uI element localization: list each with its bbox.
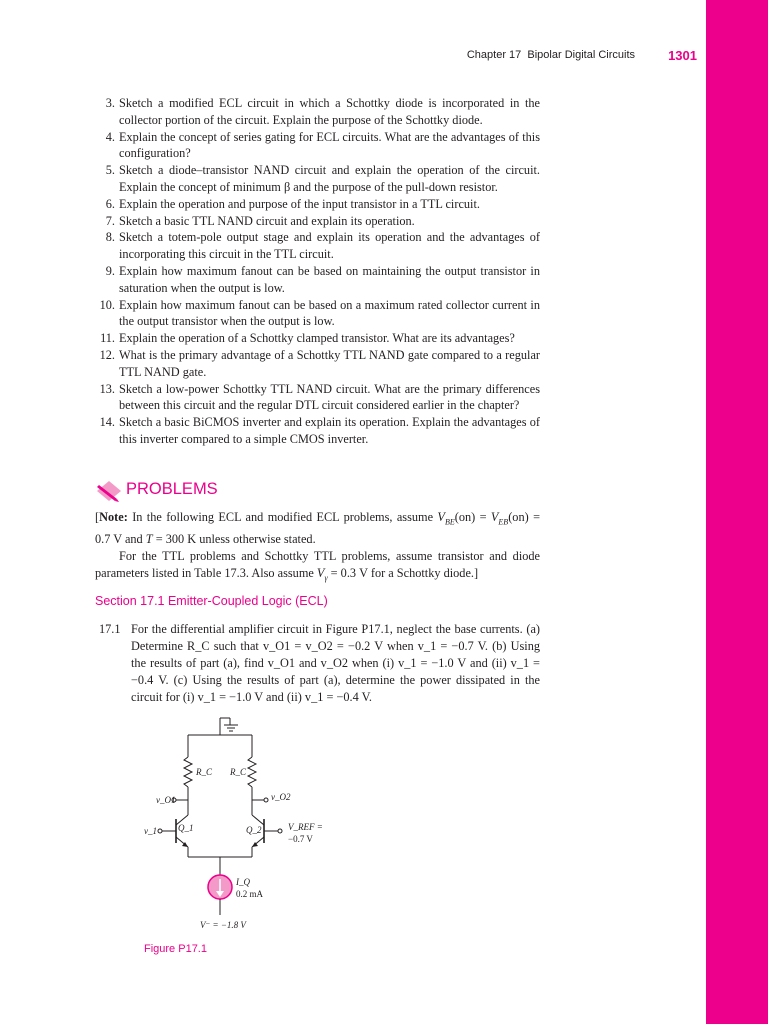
- chapter-label: Chapter 17: [466, 49, 522, 61]
- question-text: Sketch a diode–transistor NAND circuit and explain the operation of the circuit. Explain the concept of minimum β and the purpose of the pull-down resistor.: [119, 163, 540, 194]
- chapter-title: Bipolar Digital Circuits: [527, 49, 635, 61]
- note-paragraph-2: [95, 548, 540, 587]
- q2-label: Q_2: [246, 825, 262, 835]
- question-number: 11.: [100, 331, 115, 346]
- question-number: 13.: [99, 381, 115, 396]
- review-questions-list: [95, 95, 540, 448]
- page-number: 1301: [668, 48, 697, 63]
- question-number: 7.: [105, 213, 115, 228]
- question-number: 12.: [99, 347, 115, 362]
- resistor-rc-right: [248, 735, 256, 815]
- note-text: = 300 K unless otherwise stated.: [152, 532, 316, 547]
- note-text: (on) = 0.7 V and: [95, 510, 541, 547]
- temperature-symbol: T: [145, 532, 153, 547]
- note-paragraph-1: [Note: In the following ECL and modified ECL problems, assume $V_{BE}(on) = V_{EB}(on) = 0.7$ V and T = 300 K unless otherwise stated.: [95, 510, 541, 547]
- question-number: 6.: [105, 196, 115, 211]
- question-text: Sketch a low-power Schottky TTL NAND circuit. What are the primary differences between this circuit and the regular DTL circuit considered earlier in the chapter?: [119, 381, 540, 413]
- vo1-label: v_O1: [156, 795, 176, 805]
- running-title: [467, 49, 635, 61]
- q1-label: Q_1: [178, 823, 194, 833]
- resistor-rc-left: [184, 735, 192, 815]
- veb-subscript: EB: [498, 517, 509, 527]
- question-text: Explain how maximum fanout can be based on a maximum rated collector current in the output transistor when the output is low.: [119, 297, 540, 329]
- question-text: Explain the concept of series gating for ECL circuits. What are the advantages of this configuration?: [119, 129, 540, 161]
- note-text: For the TTL problems and Schottky TTL problems, assume transistor and diode parameters listed in Table 17.3. Also assume: [95, 549, 540, 580]
- circuit-figure-p17-1: [140, 715, 340, 940]
- v1-label: v_1: [144, 826, 157, 836]
- figure-caption: Figure P17.1: [144, 943, 207, 955]
- problem-number: 17.1: [99, 622, 121, 636]
- problems-title: PROBLEMS: [126, 480, 218, 498]
- iq-label: I_Q: [236, 877, 250, 887]
- vbe-subscript: BE: [444, 517, 455, 527]
- question-number: 8.: [105, 230, 115, 245]
- vo2-label: v_O2: [271, 792, 291, 802]
- vminus-label: V⁻ = −1.8 V: [200, 920, 246, 930]
- ground-symbol: [220, 718, 238, 731]
- question-number: 14.: [99, 415, 115, 430]
- note-text: = 0.3 V for a Schottky diode.]: [327, 565, 479, 580]
- problem-text: For the differential amplifier circuit in Figure P17.1, neglect the base currents. (a) Determine R_C such that v_O1 = v_O2 = −0.2 V when v_1 = −0.7 V. (b) Using the results of part (a), find v_O1 and v_O2 when (i) v_1 = −1.0 V and (ii) v_1 = −0.4 V. (c) Using the results of part (a), determine the power dissipated in the circuit for (i) v_1 = −1.0 V and (ii) v_1 = −0.4 V.: [131, 622, 540, 704]
- note-text: (on) =: [454, 510, 491, 524]
- note-text: In the following ECL and modified ECL problems, assume: [132, 510, 438, 524]
- review-question: [95, 347, 540, 381]
- question-text: Sketch a modified ECL circuit in which a Schottky diode is incorporated in the collector portion of the circuit. Explain the purpose of the Schottky diode.: [119, 96, 540, 127]
- veb-symbol: V: [490, 510, 499, 524]
- question-number: 9.: [105, 263, 115, 278]
- question-text: Explain the operation of a Schottky clamped transistor. What are its advantages?: [119, 331, 515, 346]
- review-question: [95, 263, 540, 297]
- current-source-iq: [208, 875, 232, 899]
- review-question: [95, 229, 540, 263]
- question-text: Sketch a totem-pole output stage and explain its operation and the advantages of incorporating this circuit in the TTL circuit.: [119, 230, 540, 262]
- problem-17-1: [95, 621, 540, 706]
- review-question: [95, 95, 540, 129]
- question-text: Explain how maximum fanout can be based on maintaining the output transistor in saturation when the output is low.: [119, 263, 540, 295]
- review-question: [95, 414, 540, 448]
- page-edge-color-bar: [706, 0, 768, 1024]
- vbe-symbol: V: [437, 510, 445, 524]
- note-label: Note:: [99, 510, 128, 524]
- problems-pencil-icon: [95, 479, 123, 503]
- problems-note: [95, 509, 540, 587]
- question-text: Sketch a basic TTL NAND circuit and explain its operation.: [119, 213, 415, 228]
- review-question: [95, 162, 540, 196]
- review-question: [95, 330, 540, 347]
- vgamma-symbol: V: [316, 565, 325, 580]
- question-text: Explain the operation and purpose of the input transistor in a TTL circuit.: [119, 196, 480, 211]
- question-text: Sketch a basic BiCMOS inverter and explain its operation. Explain the advantages of this inverter compared to a simple CMOS inverter.: [119, 415, 540, 446]
- rc-left-label: R_C: [196, 767, 213, 777]
- question-number: 10.: [99, 297, 115, 312]
- question-text: What is the primary advantage of a Schottky TTL NAND gate compared to a regular TTL NAND gate.: [119, 347, 540, 379]
- review-question: [95, 196, 540, 213]
- vref-value: −0.7 V: [288, 834, 313, 844]
- review-question: [95, 213, 540, 230]
- review-question: [95, 381, 540, 415]
- review-question: [95, 129, 540, 163]
- review-question: [95, 297, 540, 331]
- vref-label: V_REF =: [288, 822, 323, 832]
- question-number: 3.: [105, 96, 115, 110]
- section-heading: Section 17.1 Emitter-Coupled Logic (ECL): [95, 594, 328, 608]
- running-head: [0, 48, 697, 66]
- question-number: 5.: [105, 163, 115, 178]
- vgamma-subscript: γ: [324, 573, 328, 583]
- iq-value: 0.2 mA: [236, 889, 263, 899]
- question-number: 4.: [105, 129, 115, 144]
- rc-right-label: R_C: [230, 767, 247, 777]
